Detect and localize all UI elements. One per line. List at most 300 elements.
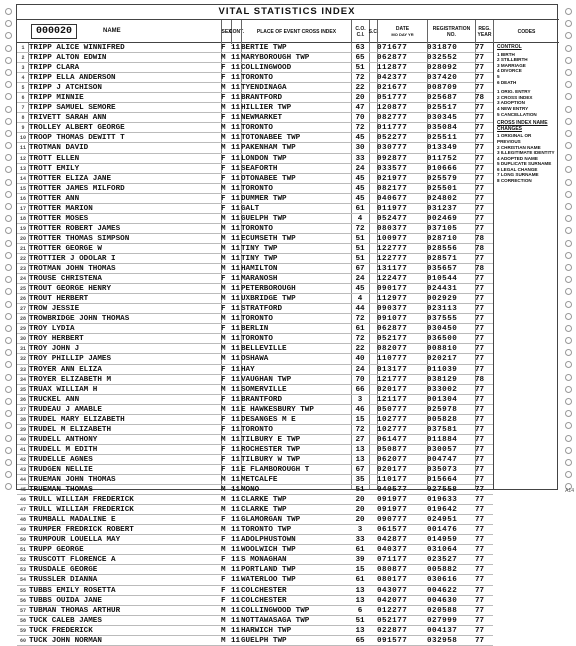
cell-registration: 037420 — [427, 74, 458, 83]
cell-name: TRUEMAN JOHN THOMAS — [29, 476, 116, 485]
table-row — [17, 234, 493, 244]
cell-name: TROY LYDIA — [29, 325, 75, 334]
row-index: 48 — [19, 517, 26, 524]
cell-place: DUMMER TWP — [241, 194, 287, 203]
feed-hole — [565, 69, 572, 76]
cell-sex: M — [221, 626, 226, 635]
cell-sex: F — [221, 576, 226, 585]
code-item: 4 ADOPTED NAME — [497, 155, 538, 161]
table-row — [17, 184, 493, 194]
cell-cod: 66 — [355, 385, 365, 394]
row-index: 35 — [19, 386, 26, 393]
cell-sex: M — [221, 526, 226, 535]
table-row — [17, 636, 493, 646]
cell-place: VAUGHAN TWP — [241, 375, 292, 384]
cell-name: TROY JOHN J — [29, 345, 80, 354]
cell-registration: 027999 — [427, 616, 458, 625]
cell-date: 102777 — [377, 415, 408, 424]
cell-registration: 037105 — [427, 224, 458, 233]
row-index: 14 — [19, 175, 26, 182]
table-row — [17, 525, 493, 535]
cell-date: 122777 — [377, 254, 408, 263]
cell-date: 082177 — [377, 184, 408, 193]
table-row — [17, 535, 493, 545]
cell-name: TRUEMAN THOMAS — [29, 486, 93, 495]
cell-registration: 025687 — [427, 94, 458, 103]
cell-cont: 11 — [231, 435, 241, 444]
cell-year: 77 — [475, 496, 485, 505]
cell-place: METCALFE — [241, 476, 278, 485]
cell-cont: 11 — [231, 214, 241, 223]
cell-registration: 032958 — [427, 636, 458, 645]
cell-registration: 020588 — [427, 606, 458, 615]
cell-date: 122777 — [377, 244, 408, 253]
cell-name: TROTTER GEORGE W — [29, 244, 102, 253]
cell-sex: M — [221, 486, 226, 495]
cell-place: E FLAMBOROUGH T — [241, 465, 310, 474]
table-row — [17, 224, 493, 234]
cell-cont: 11 — [231, 546, 241, 555]
row-index: 7 — [21, 105, 25, 112]
cell-year: 77 — [475, 254, 485, 263]
table-row — [17, 244, 493, 254]
cell-registration: 028092 — [427, 64, 458, 73]
feed-hole — [5, 8, 12, 15]
cell-cont: 11 — [231, 455, 241, 464]
cell-name: TROWBRIDGE JOHN THOMAS — [29, 315, 130, 324]
feed-hole — [565, 410, 572, 417]
cell-cont: 11 — [231, 265, 241, 274]
cell-cont: 11 — [231, 254, 241, 263]
code-item: 1 ORIGINAL OR PREVIOUS — [497, 133, 532, 144]
code-item: 4 NEW ENTRY — [497, 105, 529, 111]
cell-name: TRUDEL M ELIZABETH — [29, 425, 112, 434]
cell-sex: M — [221, 224, 226, 233]
cell-year: 77 — [475, 546, 485, 555]
cell-year: 77 — [475, 345, 485, 354]
cell-date: 052477 — [377, 214, 408, 223]
cell-registration: 011752 — [427, 154, 458, 163]
cell-year: 77 — [475, 84, 485, 93]
cell-year: 77 — [475, 305, 485, 314]
cell-sex: M — [221, 315, 226, 324]
cell-year: 77 — [475, 626, 485, 635]
table-row — [17, 555, 493, 565]
cell-place: MONO — [241, 486, 260, 495]
feed-hole — [565, 398, 572, 405]
feed-hole — [5, 447, 12, 454]
cell-cont: 11 — [231, 54, 241, 63]
row-index: 53 — [19, 567, 26, 574]
table-row — [17, 495, 493, 505]
cell-name: TRUSDALE GEORGE — [29, 566, 98, 575]
cell-cont: 11 — [231, 586, 241, 595]
cell-name: TROTTER ELIZA JANE — [29, 174, 112, 183]
cell-cont: 11 — [231, 576, 241, 585]
cell-cont: 11 — [231, 445, 241, 454]
cell-date: 042077 — [377, 596, 408, 605]
cell-sex: M — [221, 496, 226, 505]
cell-registration: 030450 — [427, 325, 458, 334]
row-index: 18 — [19, 215, 26, 222]
cell-registration: 035657 — [427, 265, 458, 274]
table-row — [17, 143, 493, 153]
cell-sex: F — [221, 415, 226, 424]
cell-cod: 22 — [355, 84, 365, 93]
cell-date: 030777 — [377, 144, 408, 153]
cell-year: 77 — [475, 315, 485, 324]
cell-sex: F — [221, 164, 226, 173]
cell-registration: 037555 — [427, 315, 458, 324]
cell-sex: M — [221, 134, 226, 143]
cell-cod: 72 — [355, 425, 365, 434]
row-index: 24 — [19, 276, 26, 283]
cell-cont: 11 — [231, 204, 241, 213]
cell-sex: M — [221, 244, 226, 253]
feed-hole — [565, 325, 572, 332]
cell-date: 062077 — [377, 455, 408, 464]
cell-cod: 65 — [355, 636, 365, 645]
feed-hole — [565, 422, 572, 429]
cell-date: 050777 — [377, 405, 408, 414]
cell-cod: 13 — [355, 586, 365, 595]
table-row — [17, 425, 493, 435]
table-row — [17, 284, 493, 294]
table-row — [17, 445, 493, 455]
row-index: 28 — [19, 316, 26, 323]
code-item: 3 ADOPTION — [497, 100, 525, 106]
cell-cont: 11 — [231, 164, 241, 173]
codes-entry-list — [497, 89, 556, 117]
cell-cont: 11 — [231, 74, 241, 83]
cell-cod: 51 — [355, 244, 365, 253]
cell-year: 77 — [475, 275, 485, 284]
cell-date: 062877 — [377, 54, 408, 63]
table-row — [17, 314, 493, 324]
cell-year: 77 — [475, 124, 485, 133]
table-row — [17, 575, 493, 585]
cell-sex: F — [221, 44, 226, 52]
feed-hole — [565, 240, 572, 247]
cell-year: 78 — [475, 375, 485, 384]
cell-sex: M — [221, 566, 226, 575]
cell-registration: 015664 — [427, 476, 458, 485]
table-row — [17, 294, 493, 304]
table-row — [17, 505, 493, 515]
cell-cont: 11 — [231, 606, 241, 615]
table-row — [17, 616, 493, 626]
feed-hole — [5, 422, 12, 429]
cell-date: 080177 — [377, 576, 408, 585]
cell-year: 77 — [475, 445, 485, 454]
cell-date: 052177 — [377, 616, 408, 625]
cell-name: TROTTIER J ODOLAR I — [29, 254, 116, 263]
cell-place: BELLEVILLE — [241, 345, 287, 354]
cell-cont: 11 — [231, 285, 241, 294]
cell-name: TROTTER JAMES MILFORD — [29, 184, 125, 193]
cell-cod: 45 — [355, 134, 365, 143]
codes-cross-title: CROSS INDEX NAME CHANGES — [497, 120, 548, 132]
cell-registration: 025501 — [427, 184, 458, 193]
cell-cod: 72 — [355, 335, 365, 344]
cell-cod: 27 — [355, 435, 365, 444]
cell-date: 091977 — [377, 506, 408, 515]
cell-cont: 11 — [231, 184, 241, 193]
cell-place: BRANTFORD — [241, 94, 283, 103]
feed-hole — [565, 301, 572, 308]
cell-name: TUCK FREDERICK — [29, 626, 93, 635]
cell-sex: M — [221, 506, 226, 515]
cell-registration: 004622 — [427, 586, 458, 595]
cell-place: COLCHESTER — [241, 586, 287, 595]
cell-date: 040377 — [377, 546, 408, 555]
table-row — [17, 626, 493, 636]
code-item: 3 MARRIAGE — [497, 62, 526, 68]
code-item: 1 ORIG. ENTRY — [497, 89, 531, 95]
feed-hole — [565, 215, 572, 222]
cell-sex: F — [221, 395, 226, 404]
tractor-holes-left — [2, 8, 14, 488]
cell-cod: 45 — [355, 184, 365, 193]
table-row — [17, 596, 493, 606]
cell-name: TRUMPER FREDRICK ROBERT — [29, 526, 134, 535]
cell-place: TOTONABEE TWP — [241, 134, 301, 143]
cell-cont: 11 — [231, 506, 241, 515]
cell-sex: M — [221, 285, 226, 294]
row-index: 16 — [19, 195, 26, 202]
cell-cont: 11 — [231, 325, 241, 334]
cell-name: TRUCKEL ANN — [29, 395, 80, 404]
cell-sex: F — [221, 94, 226, 103]
header-date-sub: MO DAY YR — [391, 32, 414, 37]
cell-sex: M — [221, 606, 226, 615]
cell-sex: M — [221, 355, 226, 364]
cell-year: 77 — [475, 184, 485, 193]
table-row — [17, 395, 493, 405]
cell-cod: 63 — [355, 44, 365, 52]
cell-place: STRATFORD — [241, 305, 283, 314]
table-row — [17, 606, 493, 616]
cell-cod: 20 — [355, 94, 365, 103]
cell-cont: 11 — [231, 315, 241, 324]
feed-hole — [5, 118, 12, 125]
row-index: 5 — [21, 85, 25, 92]
cell-name: TROTTER THOMAS SIMPSON — [29, 234, 130, 243]
cell-sex: F — [221, 305, 226, 314]
cell-date: 043077 — [377, 586, 408, 595]
cell-place: NOTTAWASAGA TWP — [241, 616, 310, 625]
row-index: 51 — [19, 547, 26, 554]
cell-cont: 11 — [231, 465, 241, 474]
cell-name: TRUDEL MARY ELIZABETH — [29, 415, 125, 424]
column-header — [17, 19, 559, 43]
row-index: 41 — [19, 446, 26, 453]
row-index: 55 — [19, 587, 26, 594]
feed-hole — [565, 20, 572, 27]
feed-hole — [5, 410, 12, 417]
header-date-label: DATE — [395, 26, 410, 32]
row-index: 31 — [19, 346, 26, 353]
cell-registration: 002929 — [427, 295, 458, 304]
feed-hole — [5, 313, 12, 320]
cell-sex: M — [221, 234, 226, 243]
cell-date: 071177 — [377, 556, 408, 565]
cell-year: 77 — [475, 174, 485, 183]
cell-place: OSHAWA — [241, 355, 269, 364]
cell-year: 77 — [475, 365, 485, 374]
cell-cod: 61 — [355, 204, 365, 213]
feed-hole — [565, 191, 572, 198]
cell-year: 78 — [475, 244, 485, 253]
cell-cont: 11 — [231, 476, 241, 485]
cell-year: 77 — [475, 576, 485, 585]
cell-name: TRULL WILLIAM FREDERICK — [29, 496, 134, 505]
cell-registration: 035084 — [427, 124, 458, 133]
cell-date: 040677 — [377, 194, 408, 203]
table-row — [17, 274, 493, 284]
cell-registration: 027558 — [427, 486, 458, 495]
code-item: 8 CORRECTION — [497, 178, 532, 184]
cell-place: S MONAGHAN — [241, 556, 287, 565]
cell-cont: 11 — [231, 415, 241, 424]
table-row — [17, 435, 493, 445]
cell-sex: F — [221, 114, 226, 123]
cell-date: 121777 — [377, 375, 408, 384]
feed-hole — [565, 447, 572, 454]
cell-date: 102777 — [377, 425, 408, 434]
table-row — [17, 565, 493, 575]
cell-year: 77 — [475, 224, 485, 233]
cell-cod: 15 — [355, 415, 365, 424]
feed-hole — [5, 301, 12, 308]
feed-hole — [565, 8, 572, 15]
feed-hole — [5, 252, 12, 259]
cell-cod: 51 — [355, 254, 365, 263]
cell-cod: 45 — [355, 194, 365, 203]
cell-cont: 11 — [231, 345, 241, 354]
cell-year: 77 — [475, 385, 485, 394]
cell-sex: F — [221, 455, 226, 464]
feed-hole — [5, 240, 12, 247]
cell-registration: 019633 — [427, 496, 458, 505]
cell-place: MARANOSH — [241, 275, 278, 284]
cell-name: TRIPP ALICE WINNIFRED — [29, 44, 125, 52]
cell-cont: 11 — [231, 556, 241, 565]
cell-place: TORONTO — [241, 425, 273, 434]
cell-cont: 11 — [231, 305, 241, 314]
feed-hole — [5, 81, 12, 88]
cell-cod: 15 — [355, 566, 365, 575]
feed-hole — [565, 288, 572, 295]
row-index: 12 — [19, 155, 26, 162]
cell-sex: F — [221, 425, 226, 434]
cell-name: TRUMPOUR LOUELLA MAY — [29, 536, 121, 545]
table-row — [17, 475, 493, 485]
table-row — [17, 174, 493, 184]
cell-year: 77 — [475, 64, 485, 73]
table-row — [17, 53, 493, 63]
row-index: 57 — [19, 607, 26, 614]
cell-year: 77 — [475, 465, 485, 474]
cell-registration: 008810 — [427, 345, 458, 354]
row-index: 6 — [21, 95, 25, 102]
cell-registration: 028571 — [427, 254, 458, 263]
cell-year: 77 — [475, 114, 485, 123]
cell-registration: 033002 — [427, 385, 458, 394]
cell-cod: 61 — [355, 576, 365, 585]
cell-sex: F — [221, 194, 226, 203]
cell-registration: 025978 — [427, 405, 458, 414]
cell-registration: 011039 — [427, 365, 458, 374]
cell-sex: F — [221, 375, 226, 384]
cell-registration: 031870 — [427, 44, 458, 52]
cell-cont: 11 — [231, 486, 241, 495]
cell-date: 021977 — [377, 174, 408, 183]
cell-cont: 11 — [231, 134, 241, 143]
cell-place: SEAFORTH — [241, 164, 278, 173]
row-index: 11 — [19, 145, 26, 152]
feed-hole — [5, 32, 12, 39]
cell-date: 011977 — [377, 204, 408, 213]
row-index: 10 — [19, 135, 26, 142]
cell-place: NEWMARKET — [241, 114, 283, 123]
table-row — [17, 365, 493, 375]
row-index: 19 — [19, 225, 26, 232]
cell-cod: 61 — [355, 546, 365, 555]
cell-cont: 11 — [231, 174, 241, 183]
row-index: 30 — [19, 336, 26, 343]
feed-hole — [5, 154, 12, 161]
feed-hole — [565, 374, 572, 381]
cell-year: 77 — [475, 455, 485, 464]
table-row — [17, 545, 493, 555]
code-item: 6 DEATH — [497, 79, 517, 85]
row-index: 1 — [21, 45, 25, 51]
cell-cod: 51 — [355, 64, 365, 73]
cell-place: E HAWKESBURY TWP — [241, 405, 314, 414]
cell-sex: F — [221, 174, 226, 183]
cell-cod: 40 — [355, 355, 365, 364]
cell-cod: 72 — [355, 315, 365, 324]
table-row — [17, 73, 493, 83]
cell-place: TORONTO TWP — [241, 526, 292, 535]
code-item: 3 ILLEGITIMATE IDENTITY — [497, 150, 555, 156]
cell-date: 091077 — [377, 315, 408, 324]
cell-registration: 024431 — [427, 285, 458, 294]
table-row — [17, 586, 493, 596]
cell-year: 77 — [475, 214, 485, 223]
cell-name: TRIPP SAMUEL SEMORE — [29, 104, 116, 113]
header-cod: C.O. C.I. — [351, 20, 369, 44]
cell-sex: M — [221, 295, 226, 304]
cell-cont: 11 — [231, 84, 241, 93]
feed-hole — [565, 264, 572, 271]
row-index: 32 — [19, 356, 26, 363]
cell-year: 77 — [475, 204, 485, 213]
cell-sex: F — [221, 74, 226, 83]
row-index: 21 — [19, 245, 26, 252]
cell-registration: 024951 — [427, 516, 458, 525]
cell-place: GUELPH TWP — [241, 636, 287, 645]
cell-year: 77 — [475, 596, 485, 605]
cell-name: TROTTER MARION — [29, 204, 93, 213]
code-item: 1 BIRTH — [497, 51, 515, 57]
cell-cod: 61 — [355, 325, 365, 334]
cell-cont: 11 — [231, 94, 241, 103]
cell-year: 77 — [475, 506, 485, 515]
cell-cod: 72 — [355, 224, 365, 233]
cell-date: 090177 — [377, 285, 408, 294]
